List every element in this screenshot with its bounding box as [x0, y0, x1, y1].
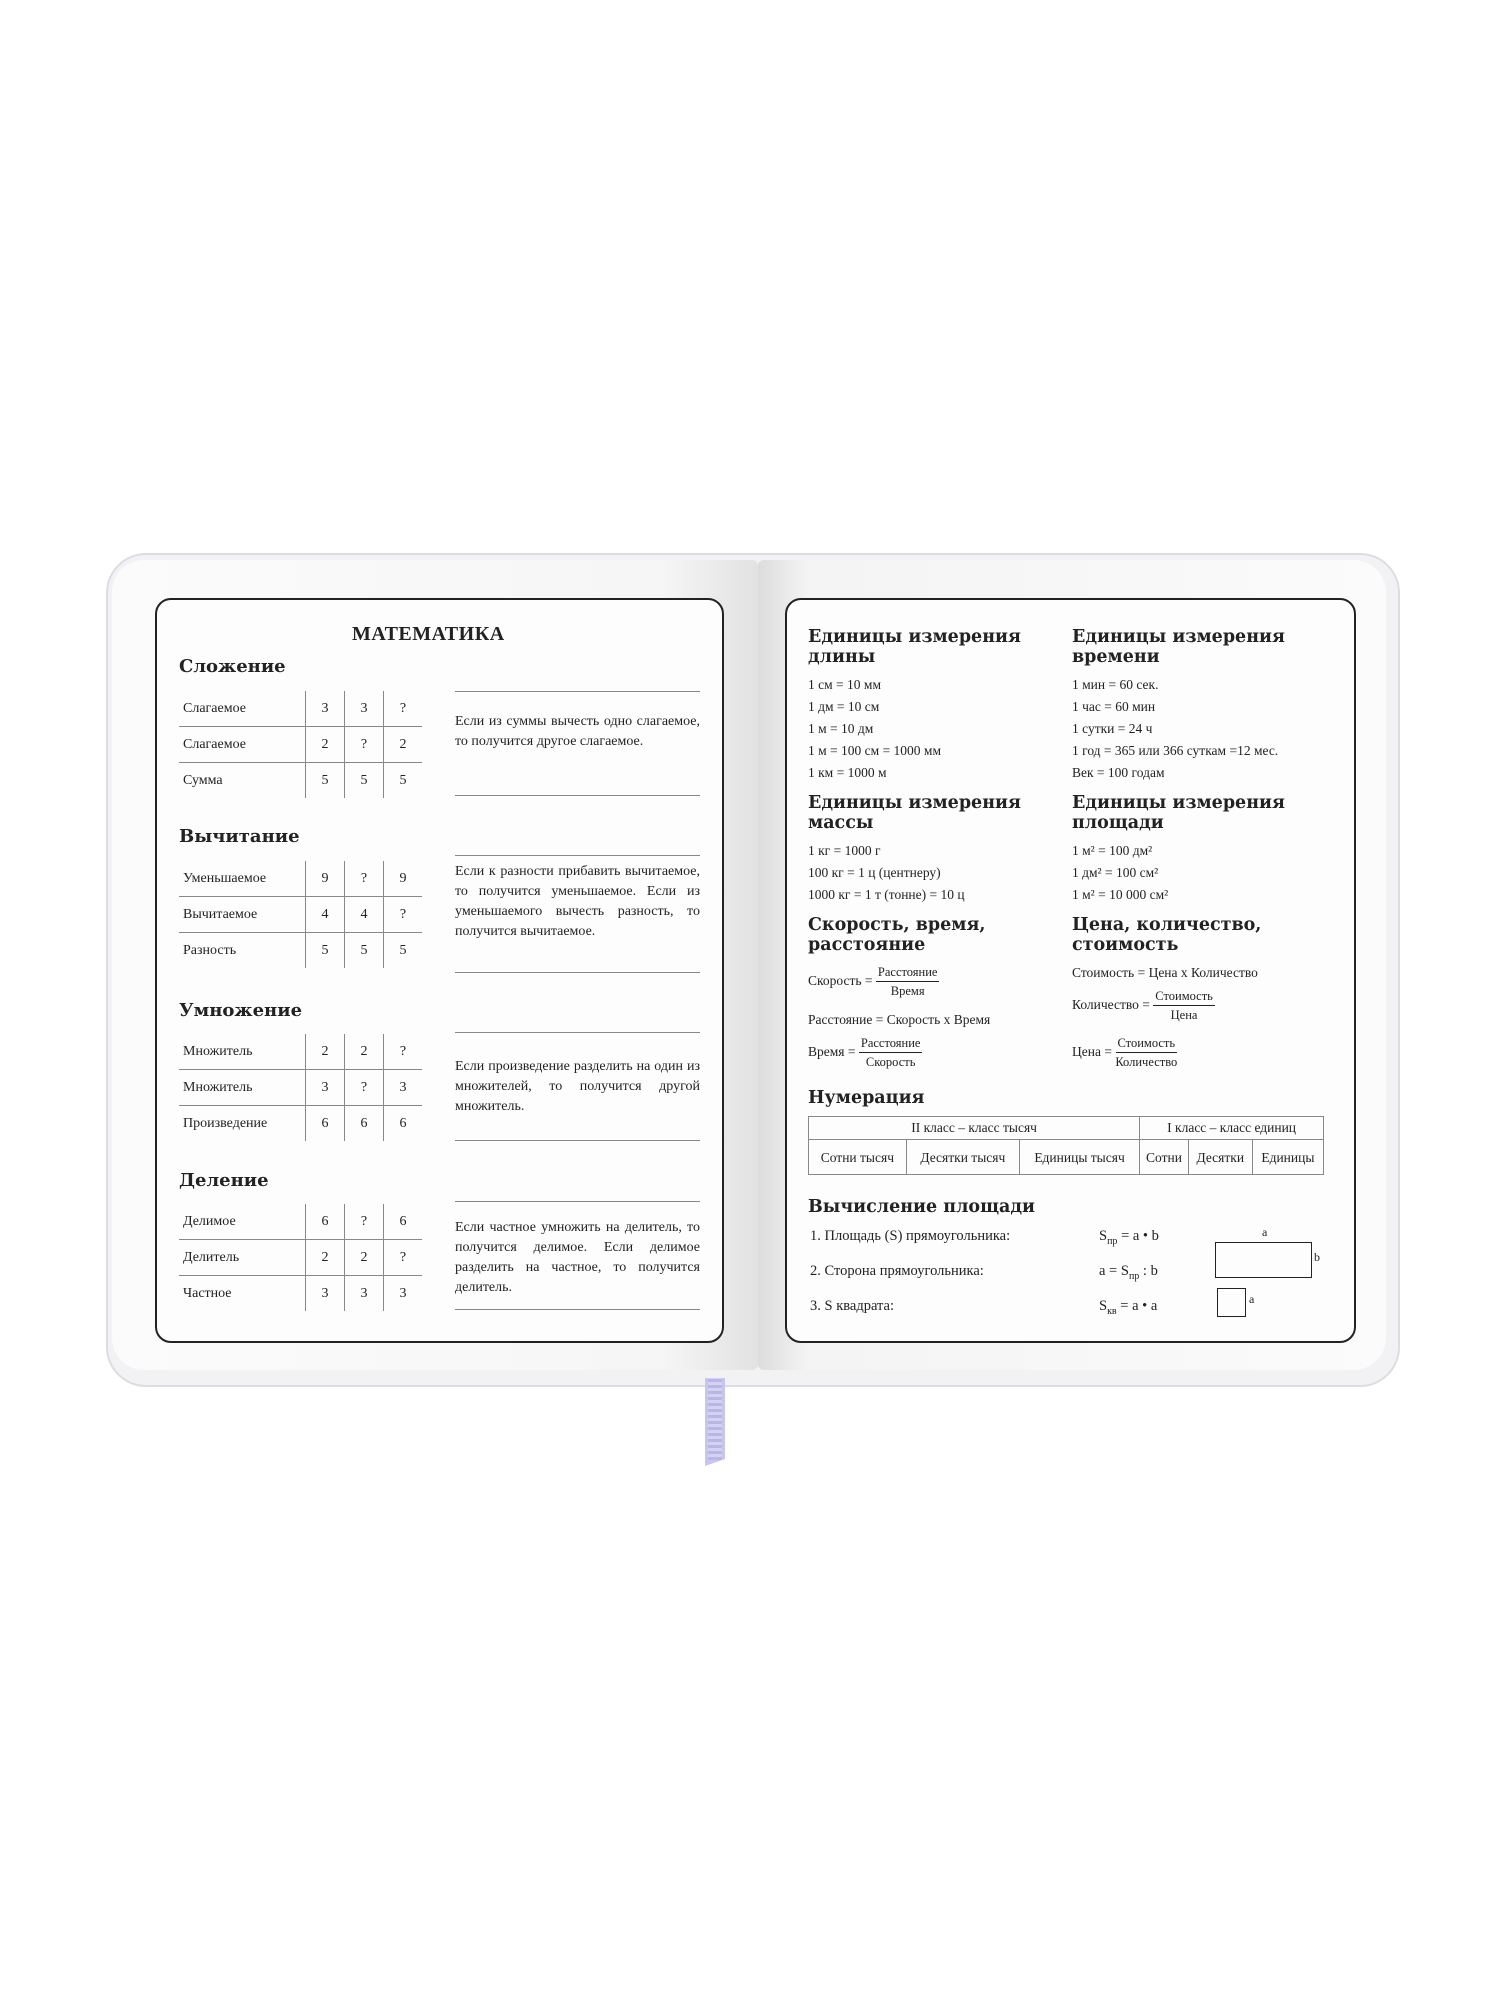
cell: ? — [384, 1240, 423, 1276]
list-item: 1 см = 10 мм — [808, 677, 881, 692]
divider — [455, 1201, 700, 1202]
area-line-1: 1. Площадь (S) прямоугольника: — [810, 1228, 1011, 1244]
speed-formula: Скорость = $\frac{\text{Расстояние}}{\text{Время}}$ — [808, 965, 938, 998]
length-heading: Единицы измерения длины — [808, 627, 1021, 667]
list-item: 1000 кг = 1 т (тонне) = 10 ц — [808, 887, 965, 902]
table-row — [179, 1070, 422, 1106]
cell: Единицы тысяч — [1019, 1140, 1139, 1175]
list-item: 1 м² = 100 дм² — [1072, 843, 1153, 858]
area-units-heading: Единицы измерения площади — [1072, 793, 1285, 833]
list-item: 1 м = 10 дм — [808, 721, 874, 736]
list-item: 1 м = 100 см = 1000 мм — [808, 743, 942, 758]
fraction: $\frac{\text{Расстояние}}{\text{Время}}$ — [877, 965, 938, 998]
cost-formula: Стоимость = Цена х Количество — [1072, 965, 1258, 980]
list-item: 1 сутки = 24 ч — [1072, 721, 1153, 736]
page-title: МАТЕМАТИКА — [352, 623, 505, 645]
cell: 4 — [345, 897, 384, 933]
cell: ? — [345, 727, 384, 763]
divider — [455, 1140, 700, 1141]
square-side-label: a — [1249, 1292, 1255, 1306]
cell: 2 — [306, 1034, 345, 1070]
list-item: 1 км = 1000 м — [808, 765, 887, 780]
cell: 5 — [384, 933, 423, 969]
row-label: Множитель — [179, 1070, 306, 1106]
cell: 6 — [345, 1106, 384, 1142]
fraction: $\frac{\text{Расстояние}}{\text{Скорость}}$ — [860, 1036, 921, 1069]
cell: 5 — [384, 763, 423, 799]
addition-table — [179, 691, 422, 798]
cell: 9 — [384, 861, 423, 897]
divider — [455, 972, 700, 973]
table-row — [179, 1204, 422, 1240]
row-label: Сумма — [183, 772, 223, 788]
cell: Десятки — [1188, 1140, 1252, 1175]
area-line-3: 3. S квадрата: — [810, 1298, 894, 1314]
cell: Единицы — [1252, 1140, 1323, 1175]
row-label: Делитель — [179, 1240, 306, 1276]
subtraction-table — [179, 861, 422, 968]
cell: 5 — [306, 763, 345, 799]
cell: 3 — [384, 1276, 423, 1312]
addition-rule: Если из суммы вычесть одно слагаемое, то получится другое слагаемое. — [455, 714, 700, 749]
table-row — [179, 1240, 422, 1276]
row-label: Разность — [183, 942, 237, 958]
cell: 2 — [345, 1034, 384, 1070]
cell: 2 — [384, 727, 423, 763]
table-row — [179, 933, 422, 969]
table-row — [179, 727, 422, 763]
table-row — [179, 1034, 422, 1070]
cell: Сотни тысяч — [809, 1140, 907, 1175]
cell: 3 — [306, 1276, 345, 1312]
fraction: $\frac{\text{Стоимость}}{\text{Количество}}$ — [1115, 1036, 1178, 1069]
cell: 3 — [345, 1276, 384, 1312]
length-list — [808, 674, 941, 784]
time-heading: Единицы измерения времени — [1072, 627, 1285, 667]
table-row — [809, 1140, 1324, 1175]
class1-header: I класс – класс единиц — [1140, 1117, 1324, 1140]
cell: 6 — [306, 1106, 345, 1142]
time-list — [1072, 674, 1278, 784]
rectangle-diagram — [1215, 1242, 1312, 1278]
division-heading: Деление — [179, 1170, 269, 1191]
price-heading: Цена, количество, стоимость — [1072, 915, 1262, 955]
division-rule: Если частное умножить на делитель, то получится делимое. Если делимое разделить на частное, то получится делитель. — [455, 1220, 700, 1295]
cell: 3 — [306, 1070, 345, 1106]
multiplication-rule: Если произведение разделить на один из множителей, то получится другой множитель. — [455, 1059, 700, 1114]
cell: 5 — [306, 933, 345, 969]
cell: 2 — [306, 727, 345, 763]
cell: 3 — [306, 691, 345, 727]
table-row — [179, 1276, 422, 1312]
cell: 6 — [384, 1106, 423, 1142]
divider — [455, 1309, 700, 1310]
cell: ? — [345, 1204, 384, 1240]
row-label: Частное — [183, 1285, 232, 1301]
table-row — [809, 1117, 1324, 1140]
table-row — [179, 897, 422, 933]
quantity-formula: Количество = $\frac{\text{Стоимость}}{\text{Цена}}$ — [1072, 989, 1213, 1022]
list-item: 1 кг = 1000 г — [808, 843, 881, 858]
mass-heading: Единицы измерения массы — [808, 793, 1021, 833]
divider — [455, 795, 700, 796]
multiplication-heading: Умножение — [179, 1000, 303, 1021]
bookmark-ribbon — [705, 1378, 725, 1466]
price-formula: Цена = $\frac{\text{Стоимость}}{\text{Количество}}$ — [1072, 1036, 1178, 1069]
cell: 5 — [345, 933, 384, 969]
area-line-2: 2. Сторона прямоугольника: — [810, 1263, 984, 1279]
time-formula: Время = $\frac{\text{Расстояние}}{\text{Скорость}}$ — [808, 1036, 921, 1069]
list-item: 1 год = 365 или 366 суткам =12 мес. — [1072, 743, 1279, 758]
cell: 6 — [306, 1204, 345, 1240]
table-row — [179, 691, 422, 727]
divider — [455, 855, 700, 856]
list-item: 1 час = 60 мин — [1072, 699, 1156, 714]
numeration-heading: Нумерация — [808, 1088, 925, 1108]
cell: 4 — [306, 897, 345, 933]
subtraction-heading: Вычитание — [179, 826, 300, 847]
side-b-label: b — [1314, 1250, 1320, 1264]
row-label: Вычитаемое — [179, 897, 306, 933]
class2-header: II класс – класс тысяч — [809, 1117, 1140, 1140]
fraction: $\frac{\text{Стоимость}}{\text{Цена}}$ — [1155, 989, 1213, 1022]
subtraction-rule: Если к разности прибавить вычитаемое, то получится уменьшаемое. Если из уменьшаемого вычесть разность, то получится вычитаемое. — [455, 864, 700, 939]
cell: ? — [384, 691, 423, 727]
addition-heading: Сложение — [179, 656, 286, 677]
table-row — [179, 861, 422, 897]
cell: 2 — [345, 1240, 384, 1276]
numeration-table — [808, 1116, 1324, 1175]
area-calc-heading: Вычисление площади — [808, 1197, 1036, 1217]
cell: 6 — [384, 1204, 423, 1240]
cell: ? — [345, 861, 384, 897]
square-diagram — [1217, 1288, 1246, 1317]
cell: 2 — [306, 1240, 345, 1276]
table-row — [179, 763, 422, 799]
side-a-label: a — [1262, 1225, 1268, 1239]
cell: Сотни — [1140, 1140, 1189, 1175]
row-label: Произведение — [183, 1115, 268, 1131]
distance-formula: Расстояние = Скорость х Время — [808, 1012, 991, 1027]
row-label: Множитель — [179, 1034, 306, 1070]
list-item: 100 кг = 1 ц (центнеру) — [808, 865, 941, 880]
area-formula-2: $a = S_{пр}$ : b — [1099, 1263, 1158, 1282]
list-item: 1 дм = 10 см — [808, 699, 880, 714]
divider — [455, 691, 700, 692]
cell: 3 — [384, 1070, 423, 1106]
row-label: Слагаемое — [179, 727, 306, 763]
list-item: 1 м² = 10 000 см² — [1072, 887, 1169, 902]
cell: ? — [384, 897, 423, 933]
list-item: 1 мин = 60 сек. — [1072, 677, 1159, 692]
area-formula-1: $S_{пр} = a$ • b — [1099, 1228, 1159, 1247]
mass-list — [808, 840, 965, 906]
cell: ? — [345, 1070, 384, 1106]
cell: 3 — [345, 691, 384, 727]
list-item: 1 дм² = 100 см² — [1072, 865, 1159, 880]
cell: Десятки тысяч — [906, 1140, 1019, 1175]
division-table — [179, 1204, 422, 1311]
row-label: Уменьшаемое — [179, 861, 306, 897]
cell: 9 — [306, 861, 345, 897]
row-label: Делимое — [179, 1204, 306, 1240]
multiplication-table — [179, 1034, 422, 1141]
cell: 5 — [345, 763, 384, 799]
area-units-list — [1072, 840, 1168, 906]
area-formula-3: $S_{кв} = a$ • a — [1099, 1298, 1158, 1317]
row-label: Слагаемое — [179, 691, 306, 727]
cell: ? — [384, 1034, 423, 1070]
list-item: Век = 100 годам — [1072, 765, 1165, 780]
table-row — [179, 1106, 422, 1142]
divider — [455, 1032, 700, 1033]
speed-heading: Скорость, время, расстояние — [808, 915, 986, 955]
